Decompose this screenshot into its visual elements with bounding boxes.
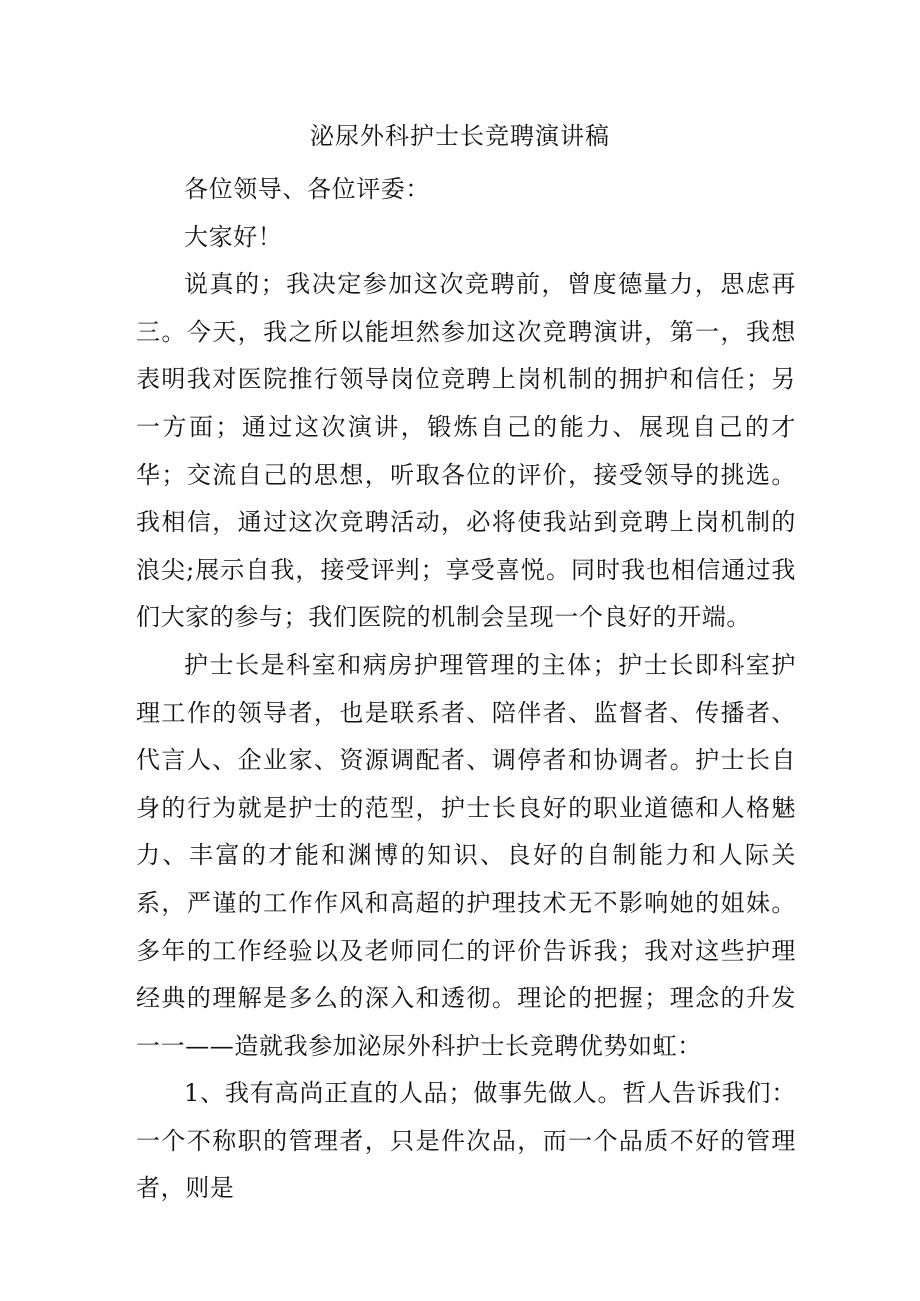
paragraph-point-1: 1、我有高尚正直的人品；做事先做人。哲人告诉我们：一个不称职的管理者，只是件次品，而一个品质不好的管理者，则是 [136,1079,796,1203]
salutation: 各位领导、各位评委： [184,175,430,203]
document-title: 泌尿外科护士长竞聘演讲稿 [310,122,610,150]
greeting: 大家好！ [184,222,283,251]
paragraph-role: 护士长是科室和病房护理管理的主体；护士长即科室护理工作的领导者，也是联系者、陪伴者、监督者、传播者、代言人、企业家、资源调配者、调停者和协调者。护士长自身的行为就是护士的范型，护士长良好的职业道德和人格魅力、丰富的才能和渊博的知识、良好的自制能力和人际关系，严谨的工作作风和高超的护理技术无不影响她的姐妹。多年的工作经验以及老师同仁的评价告诉我；我对这些护理经典的理解是多么的深入和透彻。理论的把握；理念的升发一一——造就我参加泌尿外科护士长竞聘优势如虹： [136,650,796,1060]
document-body [136,166,796,1213]
paragraph-intro: 说真的；我决定参加这次竞聘前，曾度德量力，思虑再三。今天，我之所以能坦然参加这次竞聘演讲，第一，我想表明我对医院推行领导岗位竞聘上岗机制的拥护和信任；另一方面；通过这次演讲，锻炼自己的能力、展现自己的才华；交流自己的思想，听取各位的评价，接受领导的挑选。我相信，通过这次竞聘活动，必将使我站到竞聘上岗机制的浪尖;展示自我，接受评判；享受喜悦。同时我也相信通过我们大家的参与；我们医院的机制会呈现一个良好的开端。 [136,270,796,632]
